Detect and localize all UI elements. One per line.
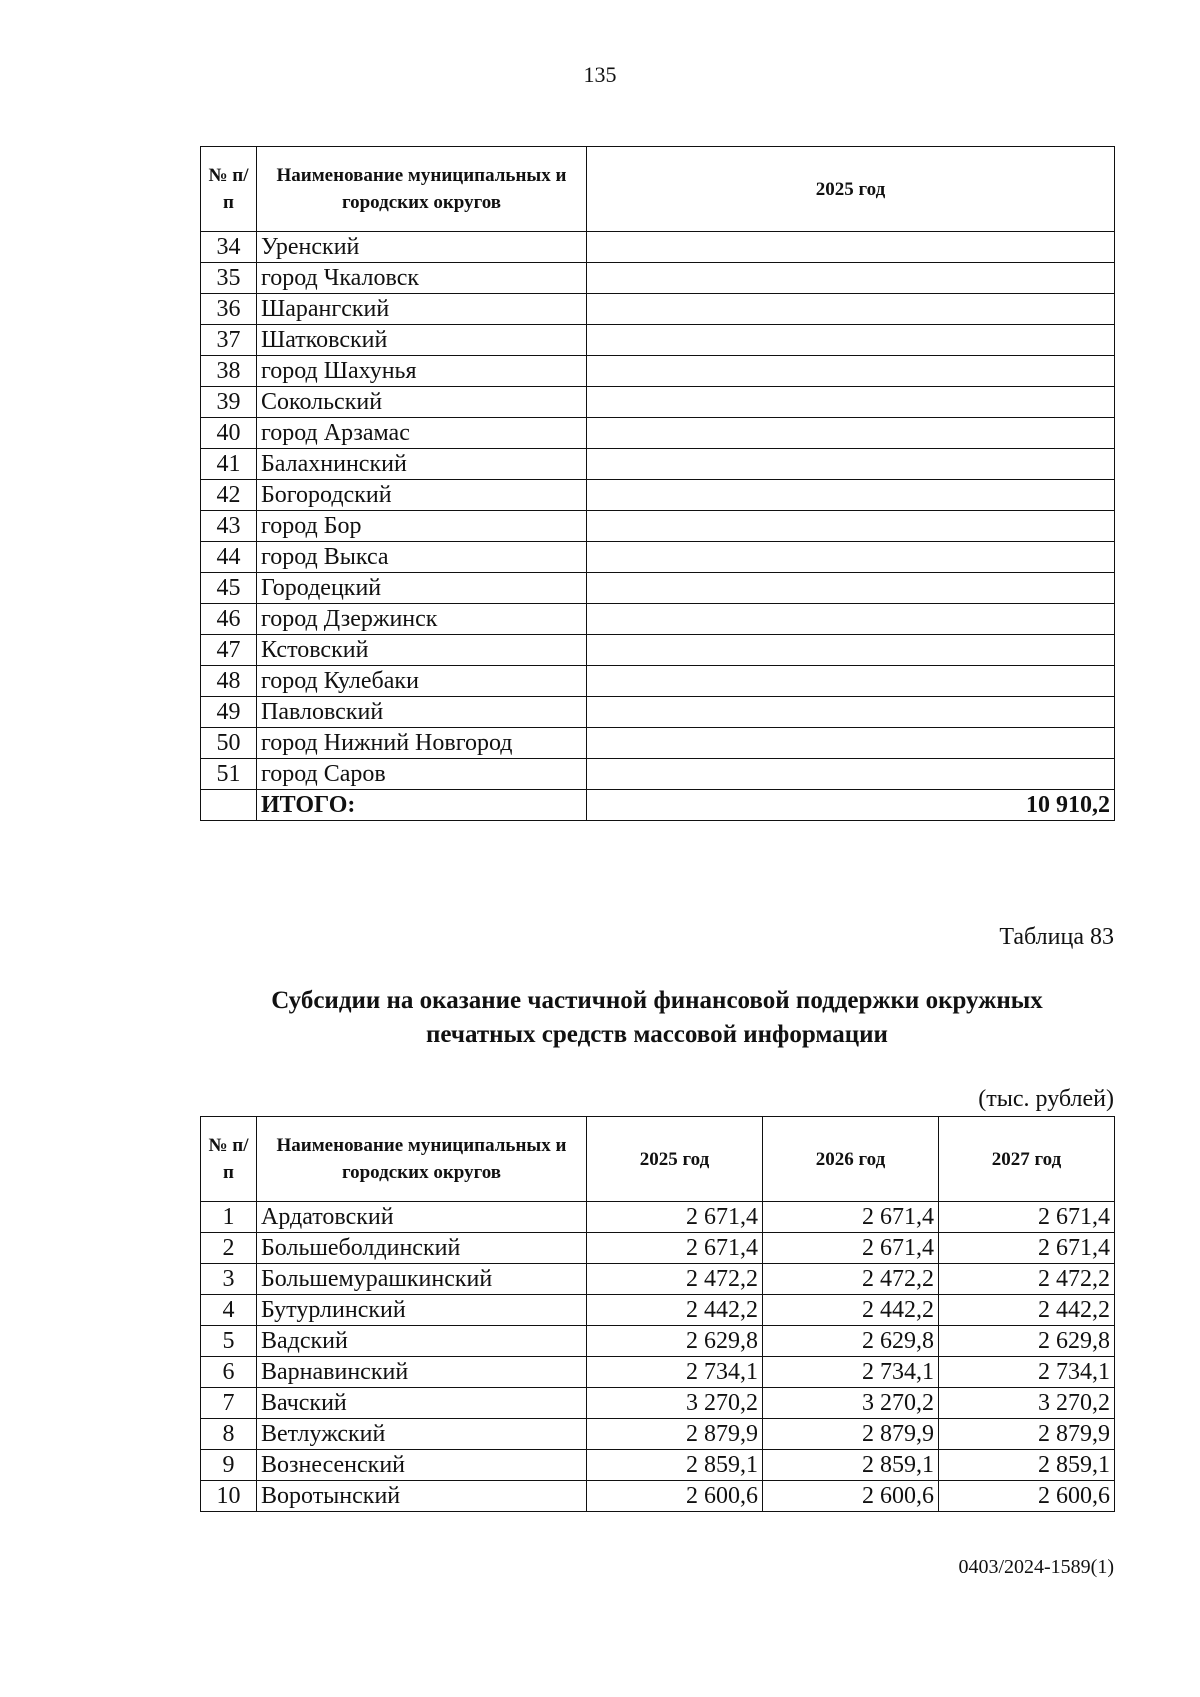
row-value-2025 bbox=[587, 232, 1115, 263]
row-value-2025: 2 472,2 bbox=[587, 1264, 763, 1295]
row-value-2027: 2 472,2 bbox=[939, 1264, 1115, 1295]
row-value-2025 bbox=[587, 573, 1115, 604]
row-value-2025: 2 600,6 bbox=[587, 1481, 763, 1512]
row-number: 38 bbox=[201, 356, 257, 387]
row-number: 8 bbox=[201, 1419, 257, 1450]
row-name: Бутурлинский bbox=[257, 1295, 587, 1326]
row-number: 41 bbox=[201, 449, 257, 480]
row-number: 4 bbox=[201, 1295, 257, 1326]
row-value-2025 bbox=[587, 666, 1115, 697]
row-name: город Выкса bbox=[257, 542, 587, 573]
row-number: 10 bbox=[201, 1481, 257, 1512]
row-number: 47 bbox=[201, 635, 257, 666]
units-note: (тыс. рублей) bbox=[978, 1086, 1114, 1112]
row-number: 49 bbox=[201, 697, 257, 728]
header-2026: 2026 год bbox=[763, 1117, 939, 1202]
row-name: Шарангский bbox=[257, 294, 587, 325]
table-row bbox=[201, 480, 1115, 511]
table-row bbox=[201, 232, 1115, 263]
table-row bbox=[201, 728, 1115, 759]
table-row bbox=[201, 325, 1115, 356]
row-name: город Кулебаки bbox=[257, 666, 587, 697]
row-name: Ардатовский bbox=[257, 1202, 587, 1233]
header-2025: 2025 год bbox=[587, 1117, 763, 1202]
row-number: 37 bbox=[201, 325, 257, 356]
row-number: 46 bbox=[201, 604, 257, 635]
row-value-2027: 2 629,8 bbox=[939, 1326, 1115, 1357]
row-value-2027: 2 879,9 bbox=[939, 1419, 1115, 1450]
row-name: Уренский bbox=[257, 232, 587, 263]
row-name: Большеболдинский bbox=[257, 1233, 587, 1264]
row-value-2025 bbox=[587, 263, 1115, 294]
row-value-2025 bbox=[587, 604, 1115, 635]
table-row bbox=[201, 1450, 1115, 1481]
row-value-2026: 2 442,2 bbox=[763, 1295, 939, 1326]
row-name: город Нижний Новгород bbox=[257, 728, 587, 759]
row-value-2026: 2 600,6 bbox=[763, 1481, 939, 1512]
header-name: Наименование муниципальных и городских округов bbox=[257, 147, 587, 232]
document-code: 0403/2024-1589(1) bbox=[958, 1556, 1114, 1578]
row-name: Варнавинский bbox=[257, 1357, 587, 1388]
row-value-2026: 2 629,8 bbox=[763, 1326, 939, 1357]
table-row bbox=[201, 356, 1115, 387]
row-value-2025 bbox=[587, 635, 1115, 666]
row-name: Богородский bbox=[257, 480, 587, 511]
table-row bbox=[201, 511, 1115, 542]
row-value-2025 bbox=[587, 511, 1115, 542]
table-row bbox=[201, 387, 1115, 418]
row-value-2027: 2 600,6 bbox=[939, 1481, 1115, 1512]
row-name: город Арзамас bbox=[257, 418, 587, 449]
row-name: Павловский bbox=[257, 697, 587, 728]
row-number: 40 bbox=[201, 418, 257, 449]
table-body bbox=[201, 232, 1115, 821]
row-value-2027: 2 734,1 bbox=[939, 1357, 1115, 1388]
total-row bbox=[201, 790, 1115, 821]
table-row bbox=[201, 1357, 1115, 1388]
row-value-2026: 2 879,9 bbox=[763, 1419, 939, 1450]
row-value-2025 bbox=[587, 480, 1115, 511]
subsidies-table bbox=[200, 1116, 1115, 1512]
row-value-2025 bbox=[587, 387, 1115, 418]
table-row bbox=[201, 1388, 1115, 1419]
row-number: 2 bbox=[201, 1233, 257, 1264]
row-name: город Чкаловск bbox=[257, 263, 587, 294]
page-number: 135 bbox=[583, 62, 617, 87]
row-number: 39 bbox=[201, 387, 257, 418]
row-name: Сокольский bbox=[257, 387, 587, 418]
table-row bbox=[201, 635, 1115, 666]
row-number: 43 bbox=[201, 511, 257, 542]
header-num: № п/п bbox=[201, 1117, 257, 1202]
row-value-2027: 2 859,1 bbox=[939, 1450, 1115, 1481]
row-value-2025 bbox=[587, 759, 1115, 790]
table-row bbox=[201, 604, 1115, 635]
row-name: город Саров bbox=[257, 759, 587, 790]
total-label: ИТОГО: bbox=[257, 790, 587, 821]
row-number: 1 bbox=[201, 1202, 257, 1233]
table-row bbox=[201, 1326, 1115, 1357]
row-value-2025 bbox=[587, 728, 1115, 759]
row-number: 9 bbox=[201, 1450, 257, 1481]
table-row bbox=[201, 1419, 1115, 1450]
row-value-2025: 2 671,4 bbox=[587, 1233, 763, 1264]
table-row bbox=[201, 573, 1115, 604]
table-row bbox=[201, 1295, 1115, 1326]
row-value-2027: 2 442,2 bbox=[939, 1295, 1115, 1326]
row-name: Воротынский bbox=[257, 1481, 587, 1512]
row-value-2025 bbox=[587, 542, 1115, 573]
municipal-table-continued bbox=[200, 146, 1115, 821]
total-value-2025: 10 910,2 bbox=[587, 790, 1115, 821]
table-header-row bbox=[201, 147, 1115, 232]
row-value-2026: 2 859,1 bbox=[763, 1450, 939, 1481]
row-value-2026: 2 671,4 bbox=[763, 1202, 939, 1233]
table-row bbox=[201, 666, 1115, 697]
table-row bbox=[201, 542, 1115, 573]
row-number: 34 bbox=[201, 232, 257, 263]
table-row bbox=[201, 294, 1115, 325]
row-value-2026: 2 671,4 bbox=[763, 1233, 939, 1264]
row-name: Вачский bbox=[257, 1388, 587, 1419]
row-value-2027: 2 671,4 bbox=[939, 1202, 1115, 1233]
row-name: город Шахунья bbox=[257, 356, 587, 387]
row-value-2026: 2 734,1 bbox=[763, 1357, 939, 1388]
table-row bbox=[201, 1233, 1115, 1264]
row-number: 51 bbox=[201, 759, 257, 790]
header-2027: 2027 год bbox=[939, 1117, 1115, 1202]
row-number: 44 bbox=[201, 542, 257, 573]
row-value-2025: 2 734,1 bbox=[587, 1357, 763, 1388]
table-header-row bbox=[201, 1117, 1115, 1202]
table-row bbox=[201, 418, 1115, 449]
row-value-2025 bbox=[587, 418, 1115, 449]
row-value-2026: 2 472,2 bbox=[763, 1264, 939, 1295]
header-num: № п/п bbox=[201, 147, 257, 232]
row-name: Балахнинский bbox=[257, 449, 587, 480]
row-name: Кстовский bbox=[257, 635, 587, 666]
row-value-2027: 3 270,2 bbox=[939, 1388, 1115, 1419]
row-value-2025: 2 442,2 bbox=[587, 1295, 763, 1326]
table-row bbox=[201, 1264, 1115, 1295]
row-value-2025: 3 270,2 bbox=[587, 1388, 763, 1419]
row-number: 5 bbox=[201, 1326, 257, 1357]
row-name: Большемурашкинский bbox=[257, 1264, 587, 1295]
row-value-2025 bbox=[587, 325, 1115, 356]
total-empty-cell bbox=[201, 790, 257, 821]
row-value-2025 bbox=[587, 294, 1115, 325]
row-value-2025: 2 859,1 bbox=[587, 1450, 763, 1481]
row-number: 36 bbox=[201, 294, 257, 325]
row-value-2025 bbox=[587, 449, 1115, 480]
table-label: Таблица 83 bbox=[999, 924, 1114, 950]
row-name: Ветлужский bbox=[257, 1419, 587, 1450]
row-name: Шатковский bbox=[257, 325, 587, 356]
header-name: Наименование муниципальных и городских округов bbox=[257, 1117, 587, 1202]
row-name: Вадский bbox=[257, 1326, 587, 1357]
row-number: 35 bbox=[201, 263, 257, 294]
table-row bbox=[201, 1202, 1115, 1233]
row-number: 45 bbox=[201, 573, 257, 604]
row-value-2025: 2 671,4 bbox=[587, 1202, 763, 1233]
table-row bbox=[201, 1481, 1115, 1512]
row-value-2027: 2 671,4 bbox=[939, 1233, 1115, 1264]
table-row bbox=[201, 697, 1115, 728]
row-number: 6 bbox=[201, 1357, 257, 1388]
table-row bbox=[201, 449, 1115, 480]
row-value-2025: 2 629,8 bbox=[587, 1326, 763, 1357]
row-value-2026: 3 270,2 bbox=[763, 1388, 939, 1419]
table-body bbox=[201, 1202, 1115, 1512]
row-name: Вознесенский bbox=[257, 1450, 587, 1481]
row-number: 42 bbox=[201, 480, 257, 511]
row-value-2025: 2 879,9 bbox=[587, 1419, 763, 1450]
row-name: город Бор bbox=[257, 511, 587, 542]
row-number: 7 bbox=[201, 1388, 257, 1419]
row-number: 48 bbox=[201, 666, 257, 697]
table-row bbox=[201, 263, 1115, 294]
row-name: Городецкий bbox=[257, 573, 587, 604]
row-number: 50 bbox=[201, 728, 257, 759]
section-title: Субсидии на оказание частичной финансовой поддержки окружных печатных средств массовой информации bbox=[271, 987, 1043, 1048]
header-2025: 2025 год bbox=[587, 147, 1115, 232]
row-name: город Дзержинск bbox=[257, 604, 587, 635]
row-value-2025 bbox=[587, 356, 1115, 387]
table-row bbox=[201, 759, 1115, 790]
row-number: 3 bbox=[201, 1264, 257, 1295]
row-value-2025 bbox=[587, 697, 1115, 728]
